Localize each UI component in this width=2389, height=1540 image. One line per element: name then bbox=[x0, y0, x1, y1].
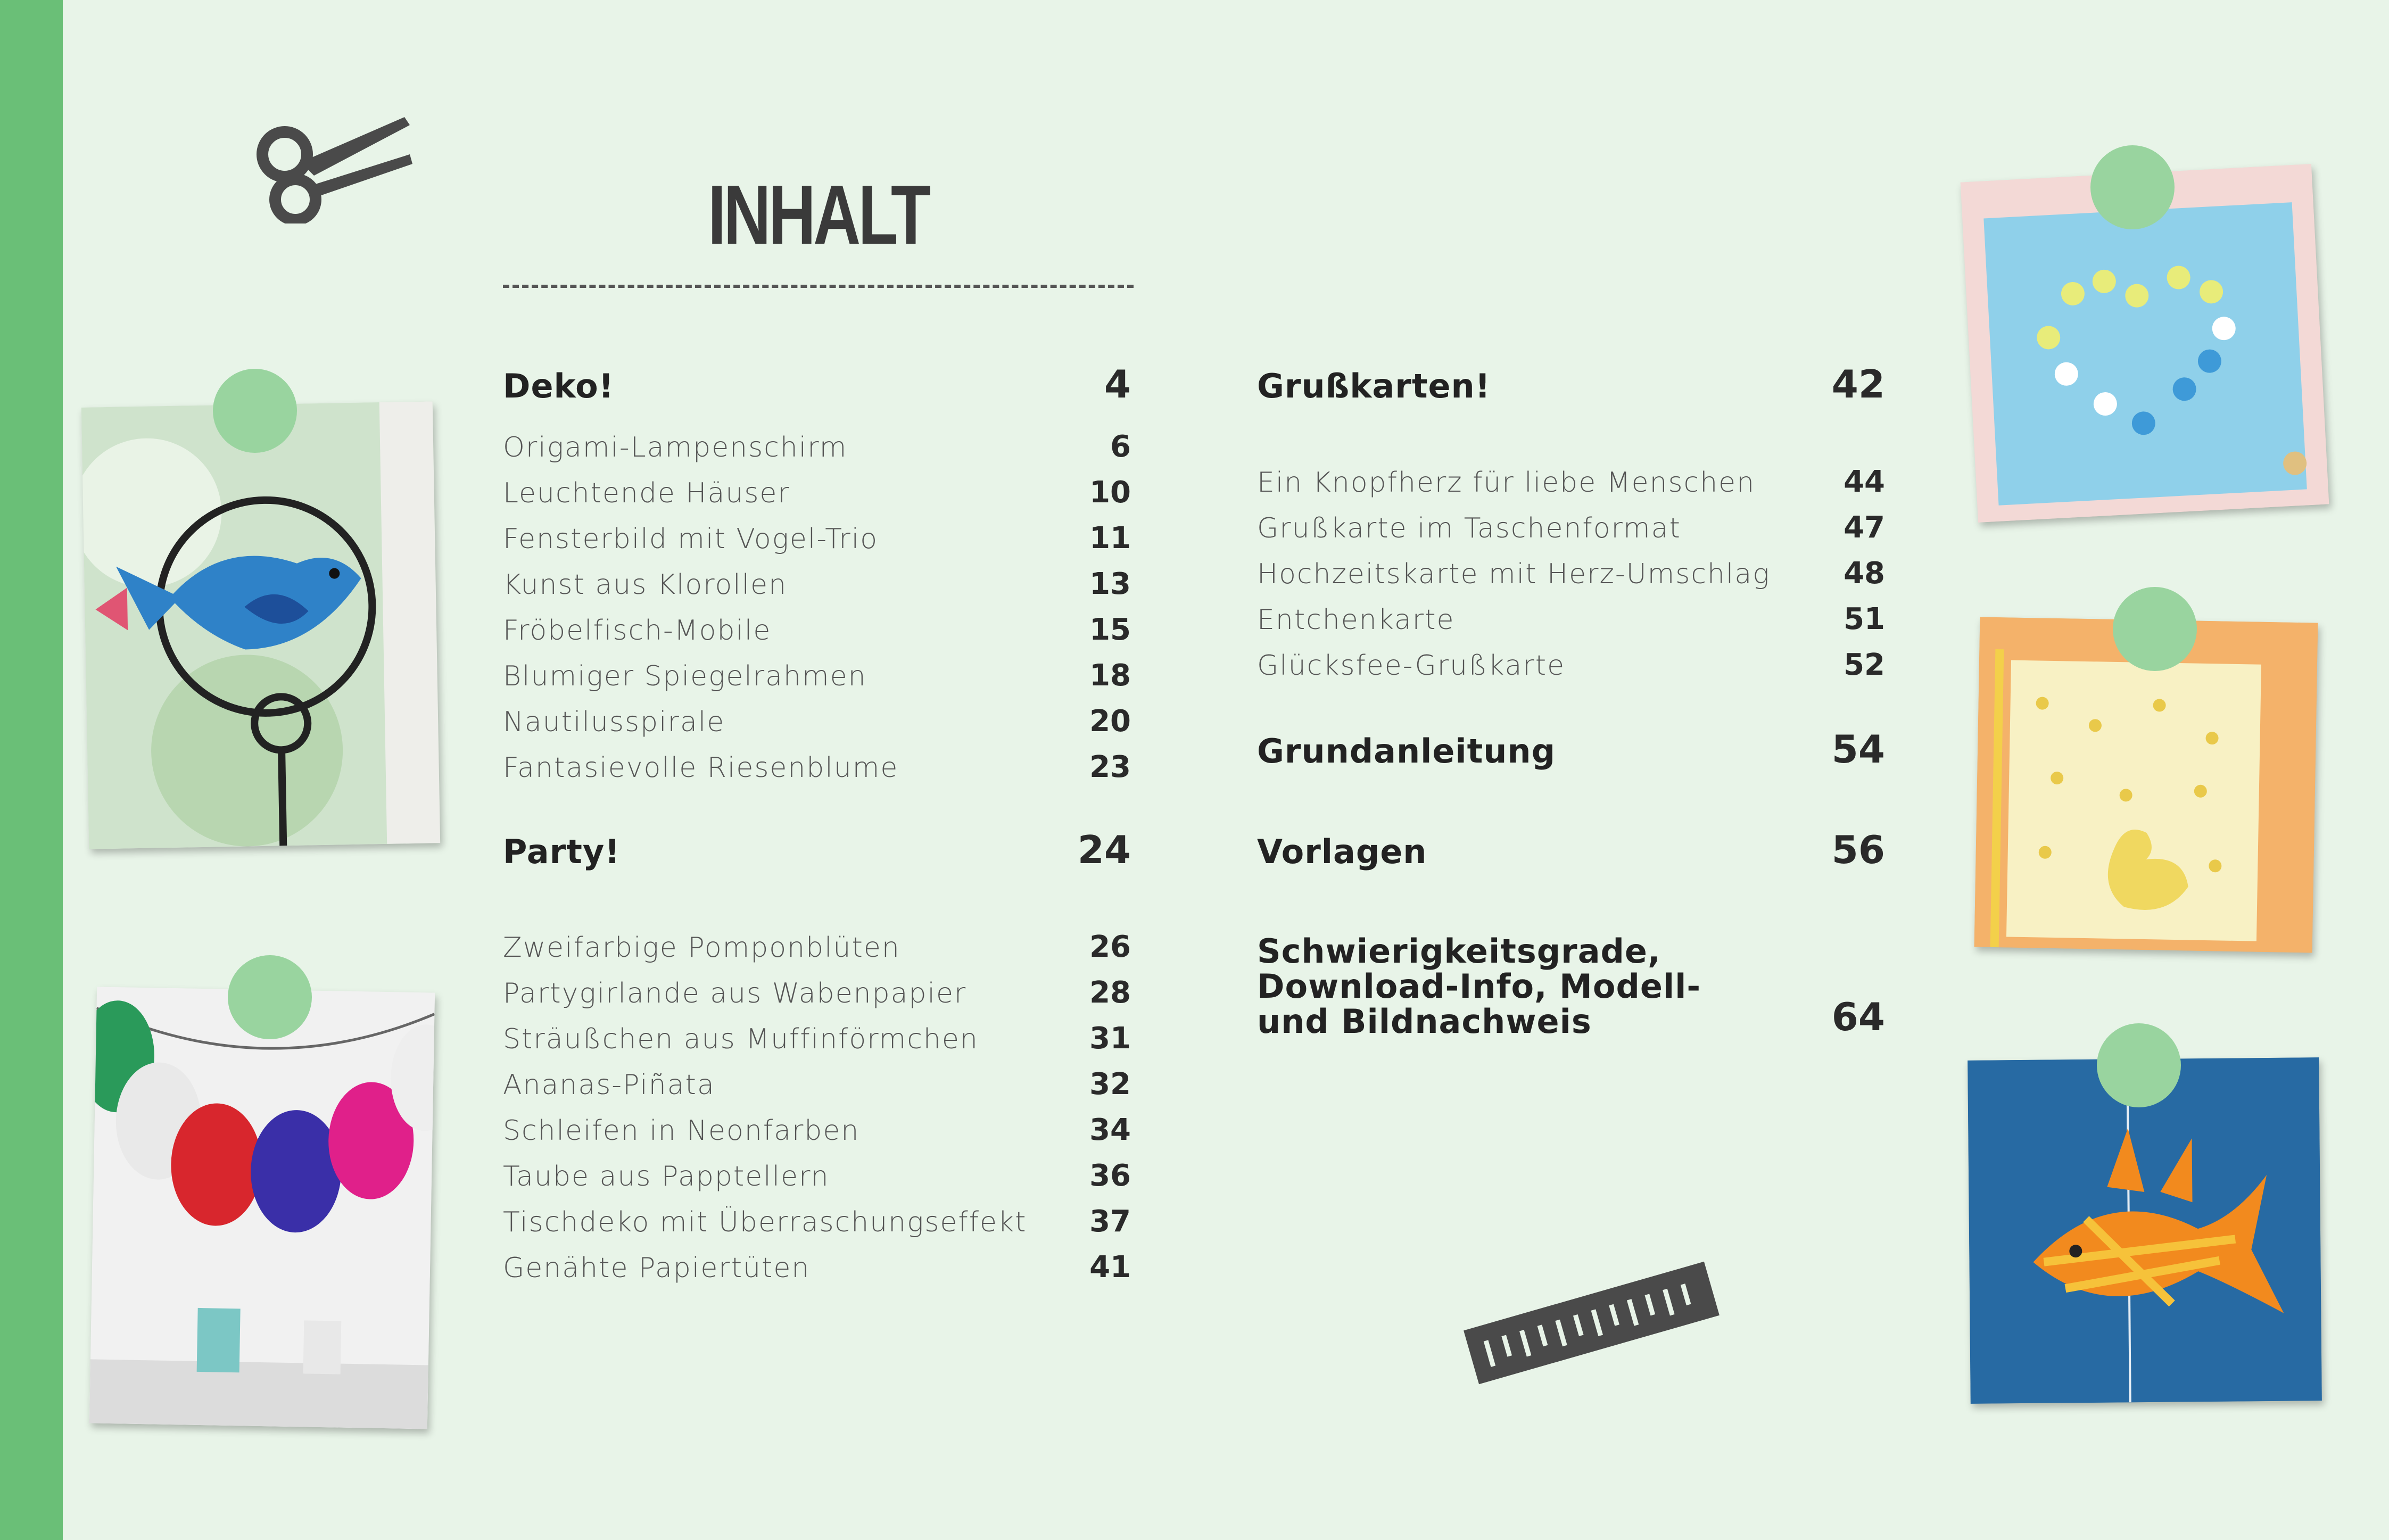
page-number: 24 bbox=[1077, 827, 1131, 872]
toc-item[interactable] bbox=[503, 750, 1131, 784]
toc-item[interactable] bbox=[1257, 510, 1885, 545]
item-title: Kunst aus Klorollen bbox=[503, 569, 788, 601]
page-number: 36 bbox=[1089, 1158, 1131, 1193]
page-number: 52 bbox=[1844, 648, 1885, 682]
section-title-line: und Bildnachweis bbox=[1257, 1002, 1592, 1041]
toc-section-heading[interactable] bbox=[1257, 827, 1885, 872]
bird-window-image bbox=[81, 401, 440, 849]
photo-paper-fish bbox=[1968, 1057, 2322, 1404]
toc-item[interactable] bbox=[503, 1250, 1131, 1285]
toc-section-heading[interactable] bbox=[503, 827, 1131, 872]
page-title: INHALT bbox=[708, 168, 929, 262]
toc-item[interactable] bbox=[503, 475, 1131, 510]
toc-item[interactable] bbox=[503, 930, 1131, 964]
toc-item[interactable] bbox=[503, 1158, 1131, 1193]
page-number: 11 bbox=[1089, 521, 1131, 556]
item-title: Schleifen in Neonfarben bbox=[503, 1115, 860, 1147]
section-title bbox=[1257, 934, 1701, 1039]
pin-decoration bbox=[2090, 145, 2175, 229]
page-number: 56 bbox=[1831, 827, 1885, 872]
pin-decoration bbox=[213, 369, 297, 453]
item-title: Ein Knopfherz für liebe Menschen bbox=[1257, 467, 1756, 499]
item-title: Fantasievolle Riesenblume bbox=[503, 752, 899, 784]
pin-decoration bbox=[228, 955, 312, 1039]
section-title-line: Schwierigkeitsgrade, bbox=[1257, 932, 1661, 971]
item-title: Tischdeko mit Überraschungseffekt bbox=[503, 1206, 1027, 1238]
photo-lightbulb-garland bbox=[89, 987, 435, 1429]
toc-left-column bbox=[503, 0, 1131, 1540]
toc-item[interactable] bbox=[503, 429, 1131, 464]
page-number: 54 bbox=[1831, 727, 1885, 772]
item-title: Taube aus Papptellern bbox=[503, 1161, 830, 1193]
section-title: Party! bbox=[503, 832, 621, 871]
accent-bar bbox=[0, 0, 63, 1540]
toc-item[interactable] bbox=[503, 704, 1131, 739]
toc-item[interactable] bbox=[503, 521, 1131, 556]
item-title: Zweifarbige Pomponblüten bbox=[503, 932, 900, 964]
page-number: 15 bbox=[1089, 612, 1131, 647]
page-number: 41 bbox=[1089, 1250, 1131, 1285]
item-title: Nautilusspirale bbox=[503, 706, 725, 738]
page-number: 42 bbox=[1831, 362, 1885, 407]
page-number: 28 bbox=[1089, 975, 1131, 1010]
page-number: 13 bbox=[1089, 567, 1131, 601]
toc-item[interactable] bbox=[1257, 648, 1885, 682]
item-title: Glücksfee-Grußkarte bbox=[1257, 650, 1566, 682]
toc-section-heading[interactable] bbox=[1257, 362, 1885, 407]
section-title: Deko! bbox=[503, 367, 614, 405]
section-title: Grußkarten! bbox=[1257, 367, 1491, 405]
scissors-icon bbox=[250, 112, 415, 223]
page-number: 10 bbox=[1089, 475, 1131, 510]
item-title: Genähte Papiertüten bbox=[503, 1252, 811, 1284]
item-title: Ananas-Piñata bbox=[503, 1069, 715, 1101]
photo-bird-window bbox=[81, 401, 440, 849]
page-number: 20 bbox=[1089, 704, 1131, 739]
page-number: 31 bbox=[1089, 1021, 1131, 1056]
pin-decoration bbox=[2097, 1023, 2181, 1107]
item-title: Leuchtende Häuser bbox=[503, 477, 790, 509]
section-title: Grundanleitung bbox=[1257, 732, 1556, 771]
page-number: 64 bbox=[1831, 995, 1885, 1039]
page-number: 26 bbox=[1089, 930, 1131, 964]
page-number: 32 bbox=[1089, 1067, 1131, 1102]
item-title: Entchenkarte bbox=[1257, 604, 1455, 636]
paper-fish-image bbox=[1968, 1057, 2322, 1404]
item-title: Blumiger Spiegelrahmen bbox=[503, 660, 867, 692]
item-title: Sträußchen aus Muffinförmchen bbox=[503, 1023, 979, 1055]
page-number: 23 bbox=[1089, 750, 1131, 784]
toc-item[interactable] bbox=[503, 658, 1131, 693]
toc-item[interactable] bbox=[503, 612, 1131, 647]
ruler-icon bbox=[1456, 1248, 1722, 1397]
page-number: 34 bbox=[1089, 1113, 1131, 1147]
toc-section-heading[interactable] bbox=[1257, 934, 1885, 1039]
page-number: 47 bbox=[1844, 510, 1885, 545]
item-title: Grußkarte im Taschenformat bbox=[1257, 512, 1681, 544]
page-number: 37 bbox=[1089, 1204, 1131, 1239]
page-number: 6 bbox=[1110, 429, 1131, 464]
toc-section-heading[interactable] bbox=[1257, 727, 1885, 772]
item-title: Fensterbild mit Vogel-Trio bbox=[503, 523, 879, 555]
section-title: Vorlagen bbox=[1257, 832, 1427, 871]
toc-item[interactable] bbox=[1257, 465, 1885, 499]
toc-item[interactable] bbox=[1257, 556, 1885, 591]
garland-image bbox=[89, 987, 435, 1429]
page-number: 18 bbox=[1089, 658, 1131, 693]
toc-item[interactable] bbox=[503, 1113, 1131, 1147]
pin-decoration bbox=[2113, 587, 2197, 671]
toc-item[interactable] bbox=[503, 975, 1131, 1010]
page-number: 4 bbox=[1104, 362, 1131, 407]
toc-item[interactable] bbox=[503, 1067, 1131, 1102]
item-title: Hochzeitskarte mit Herz-Umschlag bbox=[1257, 558, 1771, 590]
page-number: 51 bbox=[1844, 602, 1885, 636]
toc-item[interactable] bbox=[503, 1021, 1131, 1056]
toc-item[interactable] bbox=[503, 1204, 1131, 1239]
toc-item[interactable] bbox=[1257, 602, 1885, 636]
item-title: Fröbelfisch-Mobile bbox=[503, 615, 772, 647]
page-number: 48 bbox=[1844, 556, 1885, 591]
toc-item[interactable] bbox=[503, 567, 1131, 601]
page-number: 44 bbox=[1844, 465, 1885, 499]
item-title: Partygirlande aus Wabenpapier bbox=[503, 978, 967, 1009]
section-title-line: Download-Info, Modell- bbox=[1257, 967, 1701, 1006]
toc-section-heading[interactable] bbox=[503, 362, 1131, 407]
item-title: Origami-Lampenschirm bbox=[503, 432, 848, 463]
